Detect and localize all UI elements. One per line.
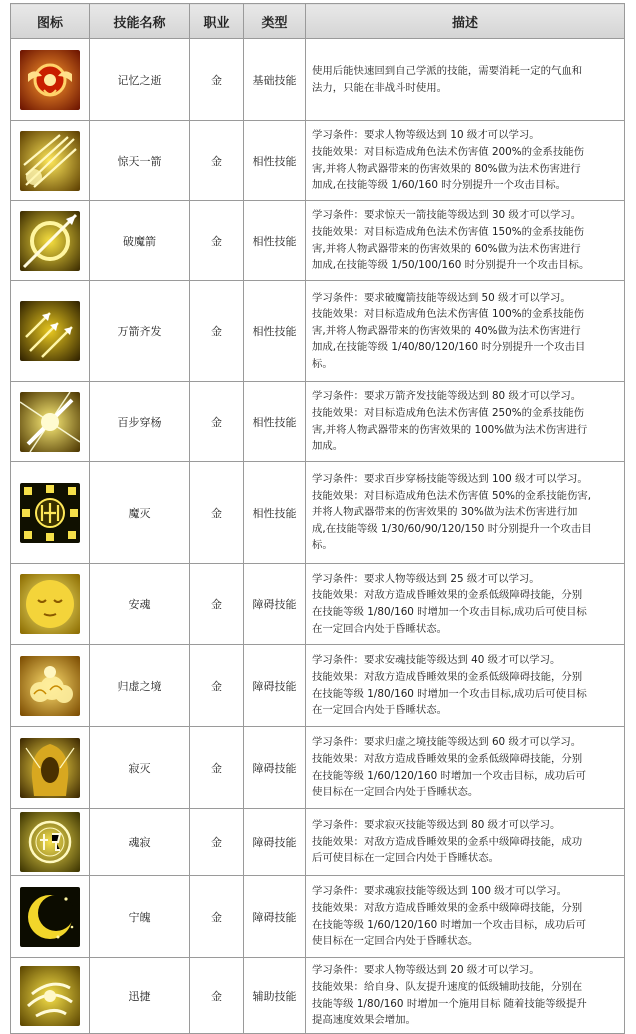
description-line: 技能效果：给自身、队友提升速度的低级辅助技能，分别在 bbox=[312, 980, 583, 993]
description-line: 技能效果：对敌方造成昏睡效果的金系中级障碍技能，成功 bbox=[312, 835, 583, 848]
description-line: 学习条件：要求寂灭技能等级达到 80 级才可以学习。 bbox=[312, 819, 561, 832]
wind-swirl-icon bbox=[20, 966, 80, 1026]
skill-row bbox=[11, 281, 625, 382]
description-line: 技能效果：对目标造成角色法术伤害值 250%的金系技能伤 bbox=[312, 406, 584, 419]
description-line: 技能效果：对敌方造成昏睡效果的金系低级障碍技能，分别 bbox=[312, 670, 583, 683]
description-line: 在技能等级 1/80/160 时增加一个攻击目标,成功后可使目标 bbox=[312, 687, 587, 700]
skill-name: 百步穿杨 bbox=[90, 382, 190, 462]
skill-job: 金 bbox=[190, 462, 244, 564]
skill-type: 基础技能 bbox=[244, 39, 306, 121]
description-line: 标。 bbox=[312, 357, 333, 370]
skill-name: 魂寂 bbox=[90, 809, 190, 876]
skill-name: 记忆之逝 bbox=[90, 39, 190, 121]
skill-description bbox=[306, 281, 625, 382]
description-line: 技能等级 1/80/160 时增加一个施用目标 随着技能等级提升 bbox=[312, 997, 587, 1010]
skill-name: 惊天一箭 bbox=[90, 121, 190, 201]
skill-job: 金 bbox=[190, 958, 244, 1034]
skill-name: 魔灭 bbox=[90, 462, 190, 564]
header-type: 类型 bbox=[244, 4, 306, 39]
description-line: 标。 bbox=[312, 539, 333, 552]
skill-icon-cell bbox=[11, 462, 90, 564]
description-line: 学习条件：要求惊天一箭技能等级达到 30 级才可以学习。 bbox=[312, 209, 582, 222]
light-arrow-burst-icon bbox=[20, 131, 80, 191]
skill-type: 相性技能 bbox=[244, 462, 306, 564]
description-line: 在技能等级 1/80/160 时增加一个攻击目标,成功后可使目标 bbox=[312, 606, 587, 618]
skill-description bbox=[306, 121, 625, 201]
skill-job: 金 bbox=[190, 727, 244, 809]
skill-icon-cell bbox=[11, 876, 90, 958]
skill-job: 金 bbox=[190, 876, 244, 958]
description-line: 加成,在技能等级 1/50/100/160 时分别提升一个攻击目标。 bbox=[312, 259, 590, 272]
skill-icon-cell bbox=[11, 121, 90, 201]
piercing-arrow-icon bbox=[20, 211, 80, 271]
arrow-volley-icon bbox=[20, 301, 80, 361]
skill-row bbox=[11, 382, 625, 462]
skill-description bbox=[306, 958, 625, 1034]
description-line: 法力，只能在非战斗时使用。 bbox=[312, 81, 448, 94]
skill-name: 宁魄 bbox=[90, 876, 190, 958]
header-icon: 图标 bbox=[11, 4, 90, 39]
skill-name: 安魂 bbox=[90, 564, 190, 645]
skill-description bbox=[306, 382, 625, 462]
skill-type: 障碍技能 bbox=[244, 645, 306, 727]
header-job: 职业 bbox=[190, 4, 244, 39]
skill-type: 辅助技能 bbox=[244, 958, 306, 1034]
skill-row bbox=[11, 462, 625, 564]
description-line: 加成。 bbox=[312, 440, 344, 453]
description-line: 技能效果：对目标造成角色法术伤害值 150%的金系技能伤 bbox=[312, 225, 584, 238]
skill-icon-cell bbox=[11, 382, 90, 462]
skill-type: 相性技能 bbox=[244, 121, 306, 201]
skill-type: 障碍技能 bbox=[244, 876, 306, 958]
description-line: 后可使目标在一定回合内处于昏睡状态。 bbox=[312, 852, 500, 865]
description-line: 害,并将人物武器带来的伤害效果的 80%做为法术伤害进行 bbox=[312, 162, 581, 175]
skill-icon-cell bbox=[11, 39, 90, 121]
skill-type: 相性技能 bbox=[244, 281, 306, 382]
description-line: 加成,在技能等级 1/60/160 时分别提升一个攻击目标。 bbox=[312, 179, 566, 192]
crescent-moon-icon bbox=[20, 887, 80, 947]
skill-job: 金 bbox=[190, 39, 244, 121]
description-line: 在一定回合内处于昏睡状态。 bbox=[312, 622, 448, 635]
skill-icon-cell bbox=[11, 201, 90, 281]
skill-name: 万箭齐发 bbox=[90, 281, 190, 382]
description-line: 成,在技能等级 1/30/60/90/120/150 时分别提升一个攻击目 bbox=[312, 522, 592, 535]
skill-type: 障碍技能 bbox=[244, 564, 306, 645]
skill-job: 金 bbox=[190, 645, 244, 727]
swirl-winged-orb-icon bbox=[20, 50, 80, 110]
skill-row bbox=[11, 876, 625, 958]
description-line: 技能效果：对敌方造成昏睡效果的金系中级障碍技能，分别 bbox=[312, 901, 583, 914]
skill-icon-cell bbox=[11, 281, 90, 382]
description-line: 学习条件：要求破魔箭技能等级达到 50 级才可以学习。 bbox=[312, 291, 571, 304]
skill-description bbox=[306, 645, 625, 727]
skill-description bbox=[306, 876, 625, 958]
soul-rune-icon bbox=[20, 812, 80, 872]
description-line: 害,并将人物武器带来的伤害效果的 40%做为法术伤害进行 bbox=[312, 324, 581, 337]
skill-row bbox=[11, 201, 625, 281]
description-line: 使用后能快速回到自己学派的技能，需要消耗一定的气血和 bbox=[312, 64, 583, 77]
description-line: 技能效果：对敌方造成昏睡效果的金系低级障碍技能，分别 bbox=[312, 589, 583, 602]
skill-type: 障碍技能 bbox=[244, 727, 306, 809]
description-line: 技能效果：对目标造成角色法术伤害值 200%的金系技能伤 bbox=[312, 145, 584, 158]
skill-description bbox=[306, 809, 625, 876]
skill-job: 金 bbox=[190, 201, 244, 281]
skill-type: 相性技能 bbox=[244, 201, 306, 281]
description-line: 提高速度效果会增加。 bbox=[312, 1014, 416, 1027]
table-header-row bbox=[11, 4, 625, 39]
radiant-arrow-icon bbox=[20, 392, 80, 452]
description-line: 在技能等级 1/60/120/160 时增加一个攻击目标，成功后可 bbox=[312, 769, 587, 782]
skill-name: 破魔箭 bbox=[90, 201, 190, 281]
description-line: 技能效果：对目标造成角色法术伤害值 50%的金系技能伤害, bbox=[312, 489, 592, 502]
skill-icon-cell bbox=[11, 809, 90, 876]
description-line: 加成,在技能等级 1/40/80/120/160 时分别提升一个攻击目 bbox=[312, 341, 586, 354]
description-line: 学习条件：要求归虚之境技能等级达到 60 级才可以学习。 bbox=[312, 736, 582, 749]
skill-icon-cell bbox=[11, 958, 90, 1034]
skill-description bbox=[306, 564, 625, 645]
description-line: 学习条件：要求百步穿杨技能等级达到 100 级才可以学习。 bbox=[312, 473, 588, 486]
skill-description bbox=[306, 201, 625, 281]
description-line: 学习条件：要求魂寂技能等级达到 100 级才可以学习。 bbox=[312, 885, 568, 898]
skill-job: 金 bbox=[190, 382, 244, 462]
skill-table bbox=[10, 3, 625, 1034]
description-line: 使目标在一定回合内处于昏睡状态。 bbox=[312, 786, 479, 799]
skill-job: 金 bbox=[190, 121, 244, 201]
description-line: 技能效果：对敌方造成昏睡效果的金系低级障碍技能，分别 bbox=[312, 752, 583, 765]
description-line: 并将人物武器带来的伤害效果的 30%做为法术伤害进行加 bbox=[312, 506, 578, 519]
skill-job: 金 bbox=[190, 564, 244, 645]
skill-icon-cell bbox=[11, 645, 90, 727]
skill-row bbox=[11, 121, 625, 201]
skill-row bbox=[11, 727, 625, 809]
description-line: 使目标在一定回合内处于昏睡状态。 bbox=[312, 935, 479, 948]
description-line: 技能效果：对目标造成角色法术伤害值 100%的金系技能伤 bbox=[312, 308, 584, 321]
skill-description bbox=[306, 462, 625, 564]
skill-description bbox=[306, 39, 625, 121]
skill-name: 归虚之境 bbox=[90, 645, 190, 727]
description-line: 害,并将人物武器带来的伤害效果的 60%做为法术伤害进行 bbox=[312, 242, 581, 255]
skill-type: 障碍技能 bbox=[244, 809, 306, 876]
skill-name: 寂灭 bbox=[90, 727, 190, 809]
skill-row bbox=[11, 39, 625, 121]
sleeping-face-icon bbox=[20, 574, 80, 634]
description-line: 学习条件：要求人物等级达到 25 级才可以学习。 bbox=[312, 572, 540, 585]
skill-row bbox=[11, 564, 625, 645]
golden-cloud-icon bbox=[20, 656, 80, 716]
header-skill-name: 技能名称 bbox=[90, 4, 190, 39]
description-line: 学习条件：要求万箭齐发技能等级达到 80 级才可以学习。 bbox=[312, 390, 582, 403]
description-line: 学习条件：要求人物等级达到 10 级才可以学习。 bbox=[312, 129, 540, 142]
hooded-figure-icon bbox=[20, 738, 80, 798]
skill-row bbox=[11, 645, 625, 727]
skill-description bbox=[306, 727, 625, 809]
skill-row bbox=[11, 809, 625, 876]
skill-icon-cell bbox=[11, 564, 90, 645]
description-line: 学习条件：要求安魂技能等级达到 40 级才可以学习。 bbox=[312, 654, 561, 667]
skill-name: 迅捷 bbox=[90, 958, 190, 1034]
skill-icon-cell bbox=[11, 727, 90, 809]
skill-row bbox=[11, 958, 625, 1034]
header-description: 描述 bbox=[306, 4, 625, 39]
rune-seal-icon bbox=[20, 483, 80, 543]
skill-job: 金 bbox=[190, 809, 244, 876]
skill-type: 相性技能 bbox=[244, 382, 306, 462]
skill-job: 金 bbox=[190, 281, 244, 382]
description-line: 在技能等级 1/60/120/160 时增加一个攻击目标，成功后可 bbox=[312, 918, 587, 931]
description-line: 在一定回合内处于昏睡状态。 bbox=[312, 704, 448, 717]
description-line: 害,并将人物武器带来的伤害效果的 100%做为法术伤害进行 bbox=[312, 423, 588, 436]
description-line: 学习条件：要求人物等级达到 20 级才可以学习。 bbox=[312, 964, 540, 977]
